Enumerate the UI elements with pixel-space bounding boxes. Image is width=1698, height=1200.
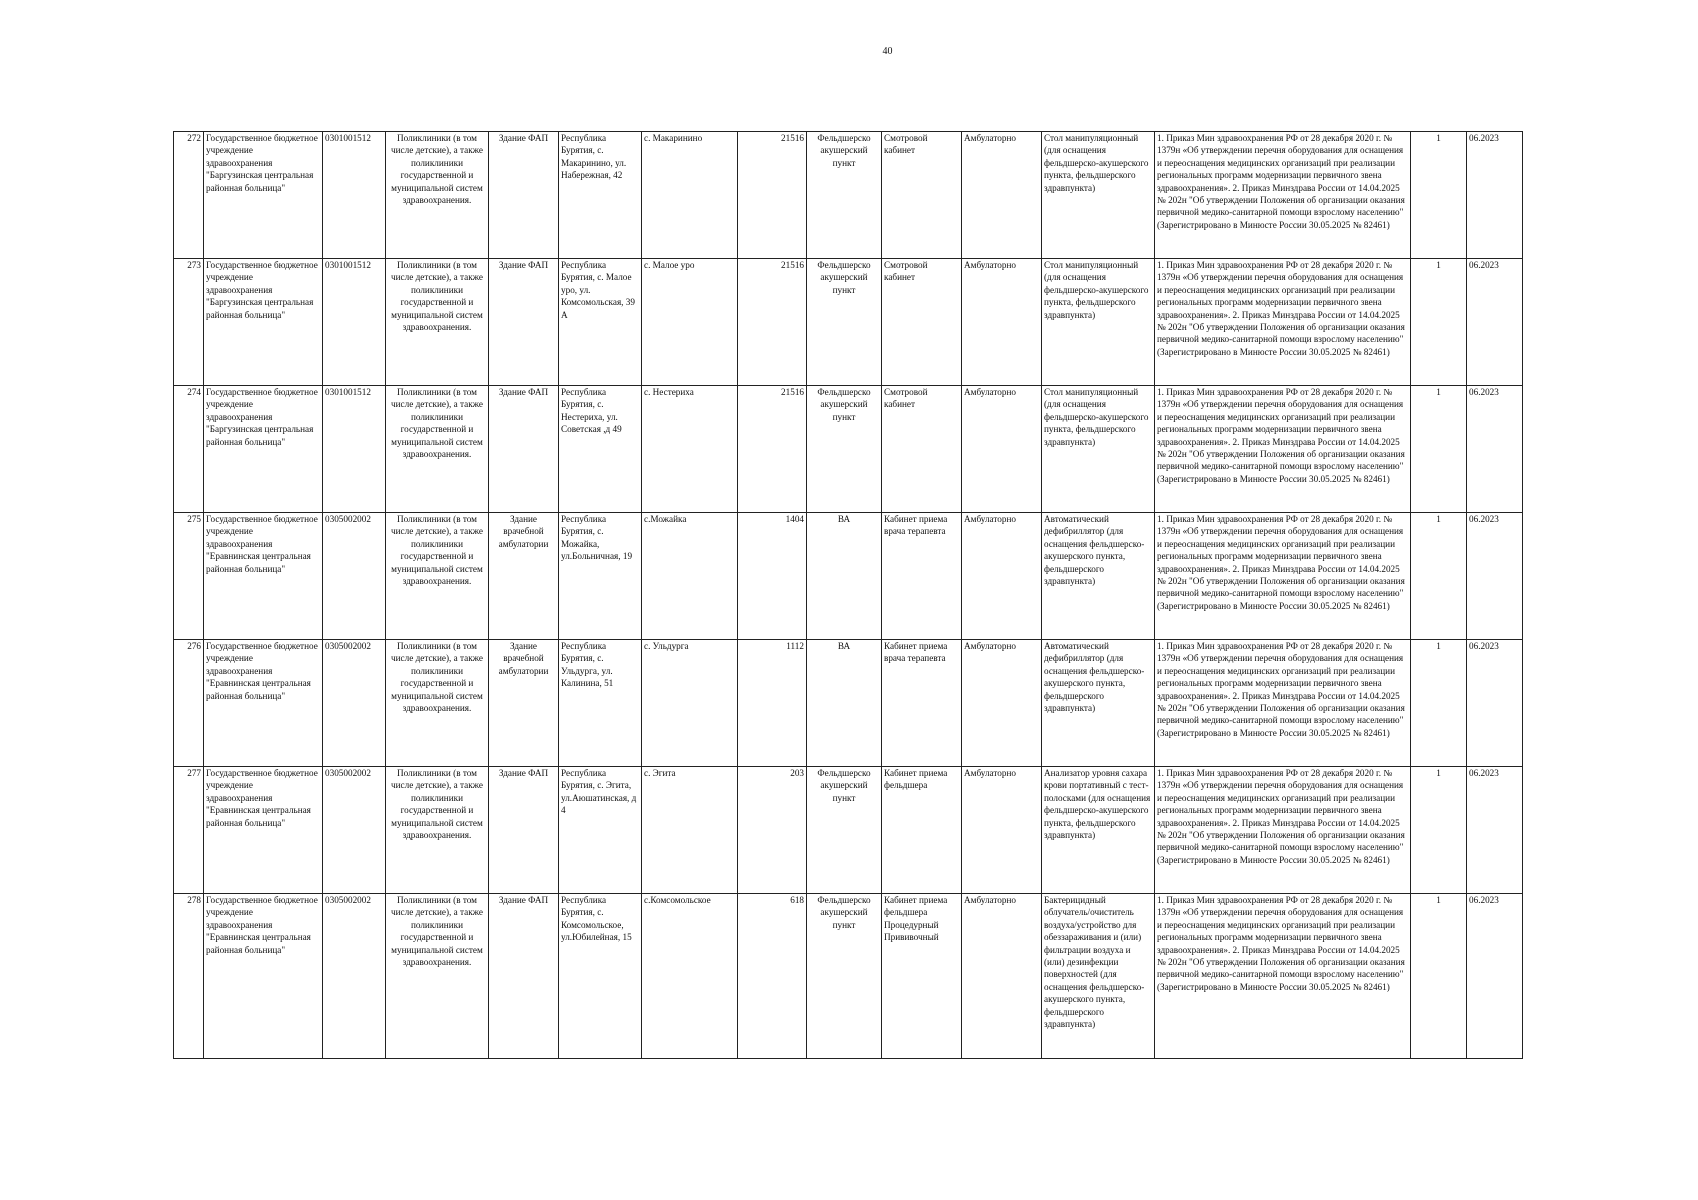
table-row — [174, 132, 1523, 259]
room: Смотровой кабинет — [882, 259, 962, 386]
room: Смотровой кабинет — [882, 132, 962, 259]
organization-code: 0305002002 — [323, 894, 386, 1059]
population: 203 — [738, 767, 807, 894]
equipment-name: Автоматический дефибриллятор (для оснащения фельдшерско-акушерского пункта, фельдшерского здравпункта) — [1042, 640, 1155, 767]
legal-basis: 1. Приказ Мин здравоохранения РФ от 28 декабря 2020 г. № 1379н «Об утверждении перечня оборудования для оснащения и переоснащения медицинских организаций при реализации региональных программ модернизации первичного звена здравоохранения». 2. Приказ Минздрава России от 14.04.2025 № 202н "Об утверждении Положения об организации оказания первичной медико-санитарной помощи взрослому населению" (Зарегистрировано в Минюсте России 30.05.2025 № 82461) — [1155, 767, 1411, 894]
facility-type: Поликлиники (в том числе детские), а также поликлиники государственной и муниципальной систем здравоохранения. — [386, 259, 489, 386]
settlement: с. Макаринино — [642, 132, 738, 259]
legal-basis: 1. Приказ Мин здравоохранения РФ от 28 декабря 2020 г. № 1379н «Об утверждении перечня оборудования для оснащения и переоснащения медицинских организаций при реализации региональных программ модернизации первичного звена здравоохранения». 2. Приказ Минздрава России от 14.04.2025 № 202н "Об утверждении Положения об организации оказания первичной медико-санитарной помощи взрослому населению" (Зарегистрировано в Минюсте России 30.05.2025 № 82461) — [1155, 386, 1411, 513]
quantity: 1 — [1411, 767, 1467, 894]
building-type: Здание врачебной амбулатории — [489, 513, 559, 640]
table-row — [174, 259, 1523, 386]
settlement: с. Эгита — [642, 767, 738, 894]
facility-type: Поликлиники (в том числе детские), а также поликлиники государственной и муниципальной систем здравоохранения. — [386, 513, 489, 640]
delivery-date: 06.2023 — [1467, 259, 1523, 386]
care-form: Амбулаторно — [962, 132, 1042, 259]
care-form: Амбулаторно — [962, 894, 1042, 1059]
organization-name: Государственное бюджетное учреждение здравоохранения "Баргузинская центральная районная больница" — [204, 259, 323, 386]
unit-type: Фельдшерско акушерский пункт — [807, 894, 882, 1059]
room: Кабинет приема фельдшера — [882, 767, 962, 894]
room: Смотровой кабинет — [882, 386, 962, 513]
care-form: Амбулаторно — [962, 640, 1042, 767]
facility-type: Поликлиники (в том числе детские), а также поликлиники государственной и муниципальной систем здравоохранения. — [386, 640, 489, 767]
population: 21516 — [738, 132, 807, 259]
delivery-date: 06.2023 — [1467, 513, 1523, 640]
quantity: 1 — [1411, 894, 1467, 1059]
population: 1404 — [738, 513, 807, 640]
care-form: Амбулаторно — [962, 259, 1042, 386]
legal-basis: 1. Приказ Мин здравоохранения РФ от 28 декабря 2020 г. № 1379н «Об утверждении перечня оборудования для оснащения и переоснащения медицинских организаций при реализации региональных программ модернизации первичного звена здравоохранения». 2. Приказ Минздрава России от 14.04.2025 № 202н "Об утверждении Положения об организации оказания первичной медико-санитарной помощи взрослому населению" (Зарегистрировано в Минюсте России 30.05.2025 № 82461) — [1155, 513, 1411, 640]
unit-type: Фельдшерско акушерский пункт — [807, 259, 882, 386]
unit-type: Фельдшерско акушерский пункт — [807, 132, 882, 259]
table-row — [174, 640, 1523, 767]
quantity: 1 — [1411, 513, 1467, 640]
room: Кабинет приема врача терапевта — [882, 513, 962, 640]
settlement: с. Ульдурга — [642, 640, 738, 767]
equipment-name: Стол манипуляционный (для оснащения фельдшерско-акушерского пункта, фельдшерского здравпункта) — [1042, 132, 1155, 259]
organization-code: 0301001512 — [323, 259, 386, 386]
population: 21516 — [738, 259, 807, 386]
organization-code: 0301001512 — [323, 132, 386, 259]
organization-name: Государственное бюджетное учреждение здравоохранения "Еравнинская центральная районная больница" — [204, 640, 323, 767]
organization-code: 0305002002 — [323, 513, 386, 640]
care-form: Амбулаторно — [962, 386, 1042, 513]
row-number: 278 — [174, 894, 204, 1059]
row-number: 274 — [174, 386, 204, 513]
building-type: Здание ФАП — [489, 259, 559, 386]
equipment-registry-table — [173, 131, 1523, 1059]
unit-type: ВА — [807, 640, 882, 767]
settlement: с. Нестериха — [642, 386, 738, 513]
equipment-name: Бактерицидный облучатель/очиститель воздуха/устройство для обеззараживания и (или) фильтрации воздуха и (или) дезинфекции поверхностей (для оснащения фельдшерско-акушерского пункта, фельдшерского здравпункта) — [1042, 894, 1155, 1059]
unit-type: Фельдшерско акушерский пункт — [807, 386, 882, 513]
population: 1112 — [738, 640, 807, 767]
table-row — [174, 767, 1523, 894]
facility-type: Поликлиники (в том числе детские), а также поликлиники государственной и муниципальной систем здравоохранения. — [386, 132, 489, 259]
legal-basis: 1. Приказ Мин здравоохранения РФ от 28 декабря 2020 г. № 1379н «Об утверждении перечня оборудования для оснащения и переоснащения медицинских организаций при реализации региональных программ модернизации первичного звена здравоохранения». 2. Приказ Минздрава России от 14.04.2025 № 202н "Об утверждении Положения об организации оказания первичной медико-санитарной помощи взрослому населению" (Зарегистрировано в Минюсте России 30.05.2025 № 82461) — [1155, 132, 1411, 259]
equipment-name: Анализатор уровня сахара крови портативный с тест-полосками (для оснащения фельдшерско-акушерского пункта, фельдшерского здравпункта) — [1042, 767, 1155, 894]
address: Республика Бурятия, с. Эгита, ул.Аюшатинская, д 4 — [559, 767, 642, 894]
row-number: 273 — [174, 259, 204, 386]
population: 618 — [738, 894, 807, 1059]
address: Республика Бурятия, с. Ульдурга, ул. Калинина, 51 — [559, 640, 642, 767]
organization-code: 0301001512 — [323, 386, 386, 513]
address: Республика Бурятия, с. Можайка, ул.Больничная, 19 — [559, 513, 642, 640]
room: Кабинет приема врача терапевта — [882, 640, 962, 767]
table-row — [174, 513, 1523, 640]
organization-name: Государственное бюджетное учреждение здравоохранения "Еравнинская центральная районная больница" — [204, 767, 323, 894]
delivery-date: 06.2023 — [1467, 386, 1523, 513]
equipment-name: Стол манипуляционный (для оснащения фельдшерско-акушерского пункта, фельдшерского здравпункта) — [1042, 386, 1155, 513]
facility-type: Поликлиники (в том числе детские), а также поликлиники государственной и муниципальной систем здравоохранения. — [386, 386, 489, 513]
building-type: Здание ФАП — [489, 894, 559, 1059]
settlement: с.Комсомольское — [642, 894, 738, 1059]
row-number: 275 — [174, 513, 204, 640]
page-number: 40 — [882, 46, 893, 57]
facility-type: Поликлиники (в том числе детские), а также поликлиники государственной и муниципальной систем здравоохранения. — [386, 894, 489, 1059]
building-type: Здание ФАП — [489, 767, 559, 894]
quantity: 1 — [1411, 386, 1467, 513]
organization-name: Государственное бюджетное учреждение здравоохранения "Баргузинская центральная районная больница" — [204, 132, 323, 259]
table-row — [174, 386, 1523, 513]
care-form: Амбулаторно — [962, 767, 1042, 894]
row-number: 272 — [174, 132, 204, 259]
delivery-date: 06.2023 — [1467, 894, 1523, 1059]
row-number: 277 — [174, 767, 204, 894]
legal-basis: 1. Приказ Мин здравоохранения РФ от 28 декабря 2020 г. № 1379н «Об утверждении перечня оборудования для оснащения и переоснащения медицинских организаций при реализации региональных программ модернизации первичного звена здравоохранения». 2. Приказ Минздрава России от 14.04.2025 № 202н "Об утверждении Положения об организации оказания первичной медико-санитарной помощи взрослому населению" (Зарегистрировано в Минюсте России 30.05.2025 № 82461) — [1155, 640, 1411, 767]
legal-basis: 1. Приказ Мин здравоохранения РФ от 28 декабря 2020 г. № 1379н «Об утверждении перечня оборудования для оснащения и переоснащения медицинских организаций при реализации региональных программ модернизации первичного звена здравоохранения». 2. Приказ Минздрава России от 14.04.2025 № 202н "Об утверждении Положения об организации оказания первичной медико-санитарной помощи взрослому населению" (Зарегистрировано в Минюсте России 30.05.2025 № 82461) — [1155, 894, 1411, 1059]
organization-name: Государственное бюджетное учреждение здравоохранения "Еравнинская центральная районная больница" — [204, 894, 323, 1059]
population: 21516 — [738, 386, 807, 513]
address: Республика Бурятия, с. Нестериха, ул. Советская ,д 49 — [559, 386, 642, 513]
quantity: 1 — [1411, 640, 1467, 767]
delivery-date: 06.2023 — [1467, 767, 1523, 894]
organization-name: Государственное бюджетное учреждение здравоохранения "Баргузинская центральная районная больница" — [204, 386, 323, 513]
delivery-date: 06.2023 — [1467, 640, 1523, 767]
row-number: 276 — [174, 640, 204, 767]
equipment-name: Стол манипуляционный (для оснащения фельдшерско-акушерского пункта, фельдшерского здравпункта) — [1042, 259, 1155, 386]
organization-code: 0305002002 — [323, 767, 386, 894]
building-type: Здание ФАП — [489, 386, 559, 513]
address: Республика Бурятия, с. Малое уро, ул. Комсомольская, 39 А — [559, 259, 642, 386]
organization-code: 0305002002 — [323, 640, 386, 767]
address: Республика Бурятия, с. Комсомольское, ул.Юбилейная, 15 — [559, 894, 642, 1059]
building-type: Здание ФАП — [489, 132, 559, 259]
settlement: с.Можайка — [642, 513, 738, 640]
delivery-date: 06.2023 — [1467, 132, 1523, 259]
equipment-name: Автоматический дефибриллятор (для оснащения фельдшерско-акушерского пункта, фельдшерского здравпункта) — [1042, 513, 1155, 640]
facility-type: Поликлиники (в том числе детские), а также поликлиники государственной и муниципальной систем здравоохранения. — [386, 767, 489, 894]
settlement: с. Малое уро — [642, 259, 738, 386]
organization-name: Государственное бюджетное учреждение здравоохранения "Еравнинская центральная районная больница" — [204, 513, 323, 640]
table-row — [174, 894, 1523, 1059]
legal-basis: 1. Приказ Мин здравоохранения РФ от 28 декабря 2020 г. № 1379н «Об утверждении перечня оборудования для оснащения и переоснащения медицинских организаций при реализации региональных программ модернизации первичного звена здравоохранения». 2. Приказ Минздрава России от 14.04.2025 № 202н "Об утверждении Положения об организации оказания первичной медико-санитарной помощи взрослому населению" (Зарегистрировано в Минюсте России 30.05.2025 № 82461) — [1155, 259, 1411, 386]
quantity: 1 — [1411, 259, 1467, 386]
care-form: Амбулаторно — [962, 513, 1042, 640]
unit-type: Фельдшерско акушерский пункт — [807, 767, 882, 894]
address: Республика Бурятия, с. Макаринино, ул. Набережная, 42 — [559, 132, 642, 259]
unit-type: ВА — [807, 513, 882, 640]
room: Кабинет приема фельдшера Процедурный Прививочный — [882, 894, 962, 1059]
building-type: Здание врачебной амбулатории — [489, 640, 559, 767]
quantity: 1 — [1411, 132, 1467, 259]
